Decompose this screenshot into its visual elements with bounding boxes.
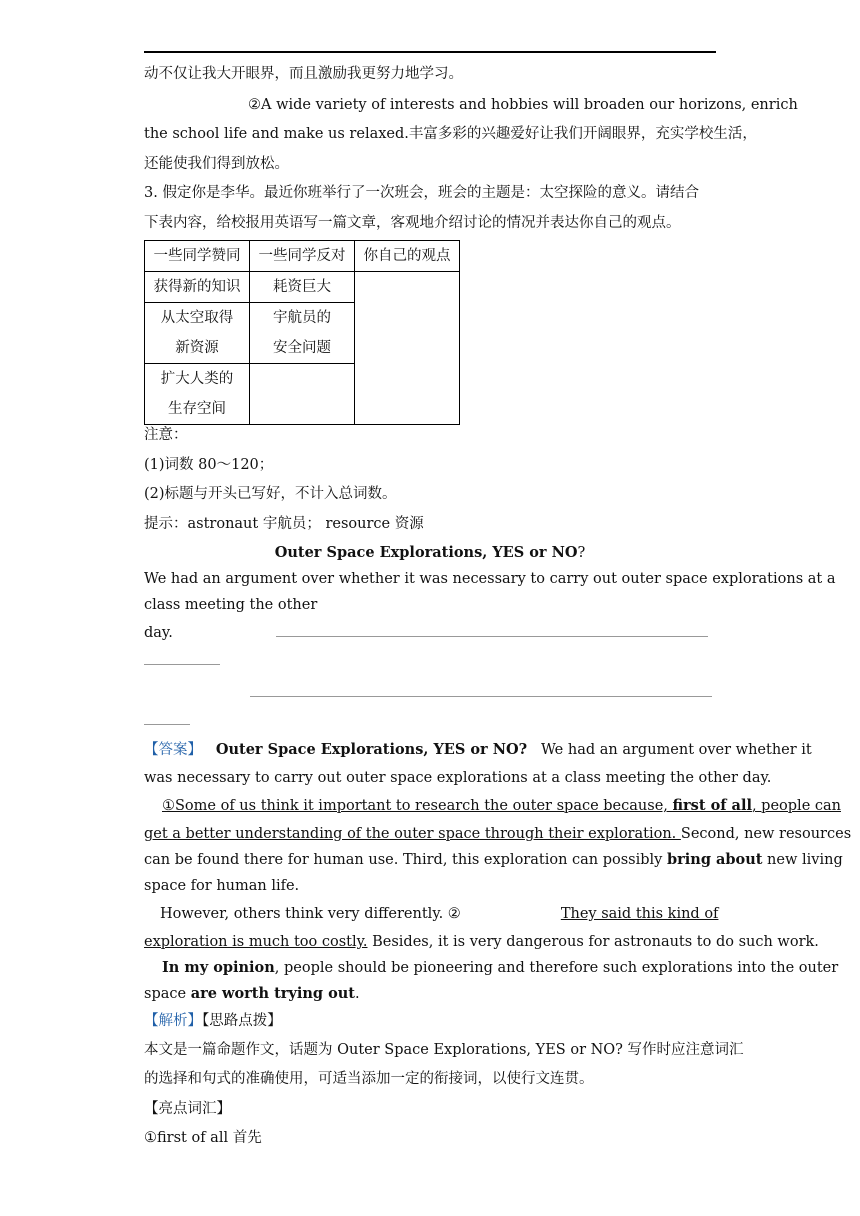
- answer-text: We had an argument over whether it: [540, 742, 812, 758]
- answer-para-3-line-1: [162, 958, 838, 978]
- essay-start-1: We had an argument over whether it was necessary to carry out outer space explorations at a: [144, 571, 836, 587]
- analysis-line-1: 本文是一篇命题作文，话题为 Outer Space Explorations, YES or NO? 写作时应注意词汇: [144, 1042, 744, 1058]
- essay-start-2: class meeting the other: [144, 597, 318, 613]
- cell-line: 新资源: [175, 340, 219, 356]
- answer-para-2-line-2: [144, 932, 819, 952]
- highlight-phrase: In my opinion: [162, 959, 275, 976]
- analysis-header: [144, 1011, 282, 1031]
- answer-para-1-line-2: [144, 824, 851, 844]
- answer-text: can be found there for human use. Third, this exploration can possibly: [144, 852, 667, 868]
- table-cell: [250, 303, 355, 364]
- answer-blank-line: [144, 724, 190, 725]
- intro-line-3: the school life and make us relaxed.丰富多彩的兴趣爱好让我们开阔眼界，充实学校生活，: [144, 126, 757, 142]
- table-cell: [145, 303, 250, 364]
- intro-line-4: 还能使我们得到放松。: [144, 156, 289, 172]
- table-header-own: 你自己的观点: [355, 241, 460, 272]
- essay-title-text: Outer Space Explorations, YES or NO: [274, 544, 578, 561]
- answer-line-2: was necessary to carry out outer space explorations at a class meeting the other day.: [144, 770, 772, 786]
- underlined-text: ①Some of us think it important to research the outer space because,: [162, 798, 673, 814]
- vocab-item-1: ①first of all 首先: [144, 1130, 262, 1146]
- intro-line-1: 动不仅让我大开眼界，而且激励我更努力地学习。: [144, 66, 463, 82]
- underlined-text: exploration is much too costly.: [144, 934, 368, 950]
- question-3-line-2: 下表内容，给校报用英语写一篇文章，客观地介绍讨论的情况并表达你自己的观点。: [144, 215, 681, 231]
- table-cell: 耗资巨大: [250, 272, 355, 303]
- analysis-tag: 【解析】: [144, 1013, 202, 1029]
- question-3-line-1: 3. 假定你是李华。最近你班举行了一次班会，班会的主题是：太空探险的意义。请结合: [144, 185, 699, 201]
- answer-para-1-line-1: [162, 796, 841, 816]
- hint-line: 提示：astronaut 宇航员； resource 资源: [144, 516, 424, 532]
- cell-line: 宇航员的: [273, 310, 331, 326]
- answer-text: However, others think very differently. ②: [160, 906, 461, 922]
- answer-text: space: [144, 986, 191, 1002]
- table-cell: [145, 364, 250, 425]
- answer-blank-line: [276, 636, 708, 637]
- essay-start-3: day.: [144, 625, 173, 641]
- table-cell: [250, 364, 355, 425]
- answer-text: Second, new resources: [680, 826, 852, 842]
- vocab-header: 【亮点词汇】: [144, 1101, 231, 1117]
- answer-para-1-line-3: [144, 850, 843, 870]
- answer-blank-line: [144, 664, 220, 665]
- table-header-agree: 一些同学赞同: [145, 241, 250, 272]
- header-rule: [144, 51, 716, 53]
- cell-line: 安全问题: [273, 340, 331, 356]
- note-2: (2)标题与开头已写好，不计入总词数。: [144, 486, 397, 502]
- analysis-subtag: 【思路点拨】: [202, 1013, 282, 1029]
- cell-line: 从太空取得: [160, 310, 234, 326]
- highlight-phrase: first of all: [672, 797, 752, 814]
- table-cell-own-opinion: [355, 272, 460, 425]
- cell-line: 生存空间: [168, 401, 226, 417]
- table-header-oppose: 一些同学反对: [250, 241, 355, 272]
- answer-text: Besides, it is very dangerous for astronauts to do such work.: [367, 934, 819, 950]
- answer-blank-line: [250, 696, 712, 697]
- answer-line-1: [144, 740, 812, 760]
- answer-tag: 【答案】: [144, 742, 202, 758]
- opinion-table: [144, 240, 460, 425]
- essay-title-mark: ?: [577, 545, 586, 561]
- note-1: (1)词数 80～120；: [144, 457, 274, 473]
- cell-line: 扩大人类的: [160, 371, 234, 387]
- notes-title: 注意：: [144, 427, 188, 443]
- analysis-line-2: 的选择和句式的准确使用，可适当添加一定的衔接词，以使行文连贯。: [144, 1071, 594, 1087]
- answer-para-3-line-2: [144, 984, 360, 1004]
- answer-title: Outer Space Explorations, YES or NO?: [215, 741, 528, 758]
- answer-text: , people should be pioneering and therefore such explorations into the outer: [274, 960, 839, 976]
- answer-para-2-line-1: [160, 904, 718, 924]
- intro-line-2: ②A wide variety of interests and hobbies will broaden our horizons, enrich: [248, 97, 798, 113]
- answer-para-1-line-4: space for human life.: [144, 878, 300, 894]
- answer-text: new living: [762, 852, 843, 868]
- highlight-phrase: are worth trying out: [190, 985, 355, 1002]
- essay-title: [144, 543, 716, 563]
- table-cell: 获得新的知识: [145, 272, 250, 303]
- highlight-phrase: bring about: [666, 851, 763, 868]
- answer-text: .: [355, 986, 360, 1002]
- underlined-text: get a better understanding of the outer space through their exploration.: [144, 826, 681, 842]
- underlined-text: , people can: [751, 798, 841, 814]
- underlined-text: They said this kind of: [560, 906, 719, 922]
